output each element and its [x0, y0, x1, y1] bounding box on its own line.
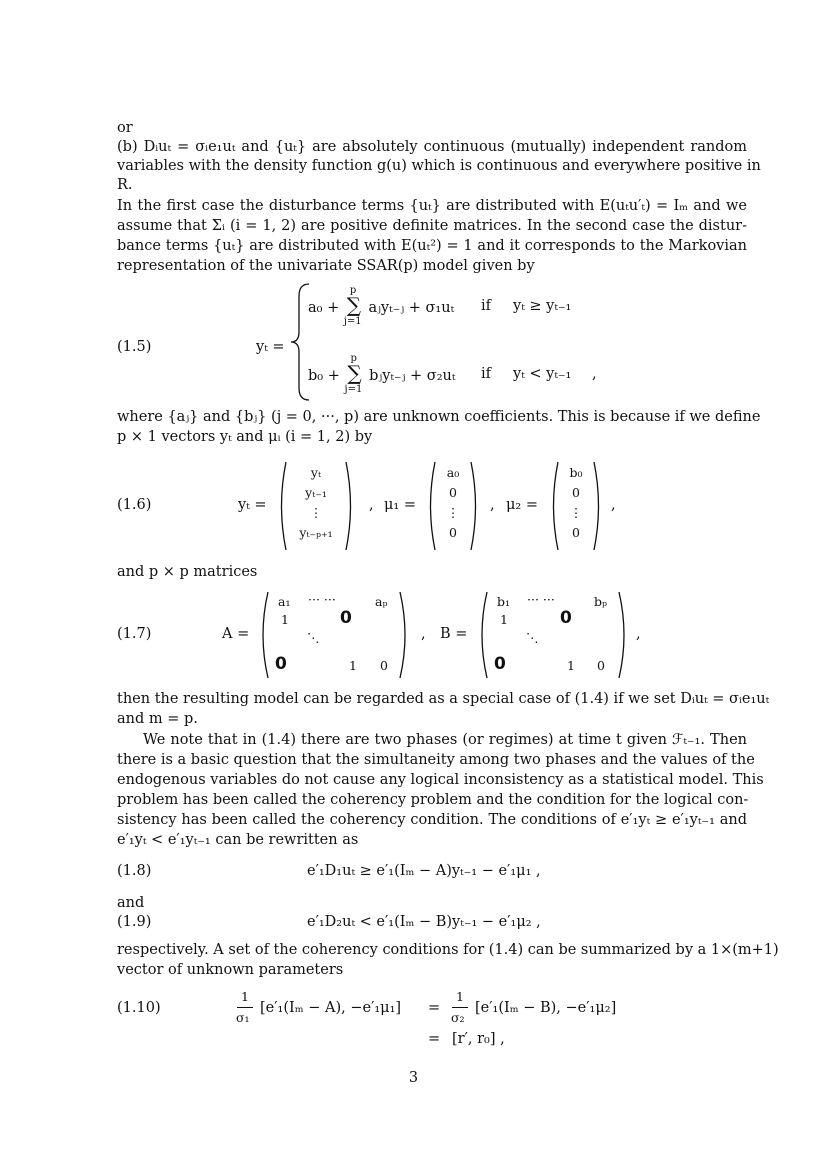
matrix-a-entry: aₚ [375, 594, 388, 609]
equation-label: (1.8) [117, 863, 152, 879]
matrix-b-entry: b₁ [497, 594, 511, 609]
vector-entry: ⋮ [446, 505, 460, 520]
term-2: [e′₁(Iₘ − B), −e′₁μ₂] [475, 1000, 617, 1016]
text-line: p × 1 vectors yₜ and μᵢ (i = 1, 2) by [117, 429, 373, 445]
case1-expression: a₀ + p ∑ j=1 aⱼyₜ₋ⱼ + σ₁uₜ [308, 285, 455, 327]
matrix-a-entry: 0 [380, 658, 388, 673]
vector-entry: yₜ₋₁ [305, 485, 327, 500]
matrix-a-zero-block: 0 [275, 654, 287, 674]
equation-lhs: yₜ = [256, 339, 285, 355]
mu2-vector-entries [558, 463, 594, 543]
matrix-a-zero-block: 0 [340, 608, 352, 628]
vector-entry: yₜ₋ₚ₊₁ [299, 525, 333, 540]
vector-entry: 0 [449, 525, 457, 540]
vector-entry: b₀ [569, 465, 583, 480]
trail-comma: , [636, 626, 641, 642]
page-number: 3 [408, 1070, 419, 1086]
text-line: e′₁yₜ < e′₁yₜ₋₁ can be rewritten as [117, 832, 359, 848]
rhs-vector: [r′, r₀] , [452, 1031, 505, 1047]
vector-entry: ⋮ [309, 505, 323, 520]
text-line: endogenous variables do not cause any logical inconsistency as a statistical model. This [117, 772, 764, 788]
matrix-b-entry: 1 [567, 658, 575, 673]
fraction-numerator: 1 [241, 989, 249, 1004]
text-line: representation of the univariate SSAR(p) model given by [117, 258, 535, 274]
vector-entry: 0 [572, 525, 580, 540]
case1-condition: yₜ ≥ yₜ₋₁ [513, 298, 572, 314]
matrix-a-ddots: ⋱ [307, 630, 320, 645]
equals-sign: = [428, 1000, 441, 1016]
matrix-a-entry: a₁ [278, 594, 291, 609]
fraction-bar [237, 1007, 253, 1008]
text-line: (b) Dᵢuₜ = σᵢe₁uₜ and {uₜ} are absolutely continuous (mutually) independent random [117, 139, 747, 155]
text-line: and m = p. [117, 711, 198, 727]
comma: , [490, 497, 495, 513]
equation-body: e′₁D₂uₜ < e′₁(Iₘ − B)yₜ₋₁ − e′₁μ₂ , [307, 914, 541, 930]
text-line: In the first case the disturbance terms {uₜ} are distributed with E(uₜu′ₜ) = Iₘ and we [117, 198, 747, 214]
text-line: problem has been called the coherency problem and the condition for the logical con- [117, 792, 749, 808]
matrix-b-entry: bₚ [594, 594, 608, 609]
vector-entry: 0 [572, 485, 580, 500]
equation-label: (1.7) [117, 626, 152, 642]
term-1: [e′₁(Iₘ − A), −e′₁μ₁] [260, 1000, 402, 1016]
fraction-denominator: σ₂ [451, 1010, 465, 1025]
text-line: vector of unknown parameters [117, 962, 344, 978]
equation-body: e′₁D₁uₜ ≥ e′₁(Iₘ − A)yₜ₋₁ − e′₁μ₁ , [307, 863, 541, 879]
text-line: bance terms {uₜ} are distributed with E(uₜ²) = 1 and it corresponds to the Markovian [117, 238, 747, 254]
text-line: assume that Σᵢ (i = 1, 2) are positive definite matrices. In the second case the distur- [117, 218, 747, 234]
case2-if: if [481, 366, 492, 382]
text-line: where {aⱼ} and {bⱼ} (j = 0, ···, p) are unknown coefficients. This is because if we define [117, 409, 761, 425]
vector-entry: yₜ [310, 465, 322, 480]
fraction-bar [452, 1007, 468, 1008]
matrix-b-dots: ··· ··· [527, 592, 555, 607]
case2-expression: b₀ + p ∑ j=1 bⱼyₜ₋ⱼ + σ₂uₜ [308, 353, 456, 395]
y-vector-lhs: yₜ = [238, 497, 267, 513]
equation-label: (1.5) [117, 339, 152, 355]
matrix-b-entry: 1 [500, 612, 508, 627]
matrix-b-entry: 0 [597, 658, 605, 673]
trail-comma: , [611, 497, 616, 513]
matrix-a-entry: 1 [281, 612, 289, 627]
text-line: and [117, 895, 145, 911]
equation-label: (1.9) [117, 914, 152, 930]
matrix-b-zero-block: 0 [494, 654, 506, 674]
text-line: respectively. A set of the coherency conditions for (1.4) can be summarized by a 1×(m+1) [117, 942, 779, 958]
y-vector-entries [286, 463, 346, 543]
text-line: sistency has been called the coherency condition. The conditions of e′₁yₜ ≥ e′₁yₜ₋₁ and [117, 812, 747, 828]
text-line: there is a basic question that the simultaneity among two phases and the values of the [117, 752, 755, 768]
text-line: R. [117, 177, 133, 193]
text-line: then the resulting model can be regarded as a special case of (1.4) if we set Dᵢuₜ = σᵢe₁uₜ [117, 691, 770, 707]
fraction-numerator: 1 [456, 989, 464, 1004]
vector-entry: 0 [449, 485, 457, 500]
equation-label: (1.10) [117, 1000, 161, 1016]
vector-entry: ⋮ [569, 505, 583, 520]
mu1-lhs: μ₁ = [384, 497, 416, 513]
text-line: and p × p matrices [117, 564, 258, 580]
text-line: We note that in (1.4) there are two phases (or regimes) at time t given ℱₜ₋₁. Then [143, 732, 747, 748]
text-line: variables with the density function g(u) which is continuous and everywhere positive in [117, 158, 761, 174]
mu2-lhs: μ₂ = [506, 497, 538, 513]
equals-sign: = [428, 1031, 441, 1047]
matrix-b-zero-block: 0 [560, 608, 572, 628]
matrix-b-lhs: B = [440, 626, 468, 642]
equation-label: (1.6) [117, 497, 152, 513]
trail-comma: , [592, 366, 597, 382]
case1-if: if [481, 298, 492, 314]
vector-entry: a₀ [446, 465, 460, 480]
matrix-a-lhs: A = [222, 626, 250, 642]
mu1-vector-entries [435, 463, 471, 543]
comma: , [369, 497, 374, 513]
text-line: or [117, 120, 133, 136]
comma: , [421, 626, 426, 642]
fraction-denominator: σ₁ [236, 1010, 250, 1025]
matrix-b-ddots: ⋱ [526, 630, 539, 645]
matrix-a-dots: ··· ··· [308, 592, 336, 607]
matrix-a-entry: 1 [349, 658, 357, 673]
case2-condition: yₜ < yₜ₋₁ [513, 366, 572, 382]
